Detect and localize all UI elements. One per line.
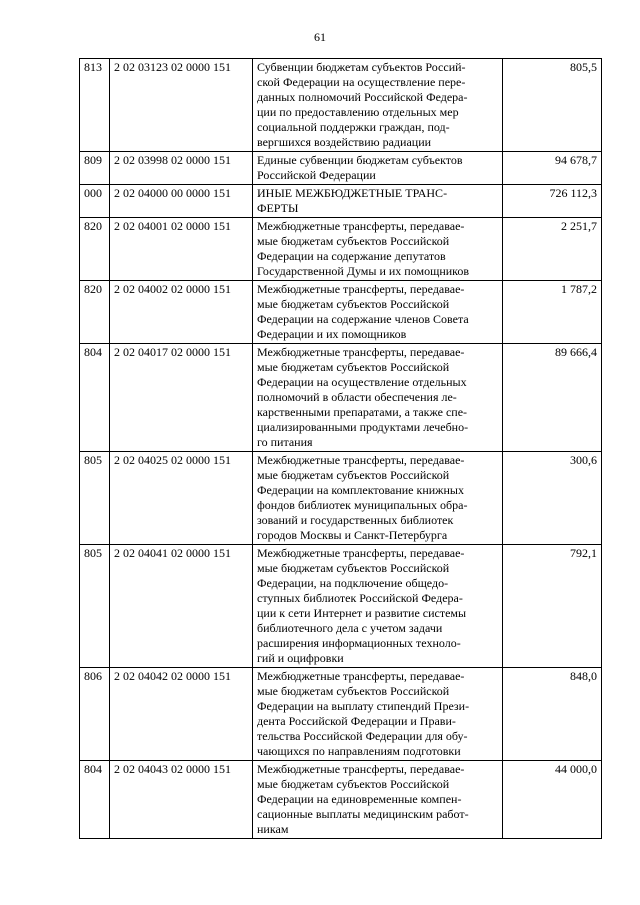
amount-cell: 848,0: [503, 668, 602, 761]
amount-cell: 2 251,7: [503, 218, 602, 281]
description-line: тельства Российской Федерации для обу-: [257, 729, 468, 743]
description-line: дента Российской Федерации и Прави-: [257, 714, 456, 728]
budget-classification-code-cell: 2 02 04042 02 0000 151: [110, 668, 253, 761]
budget-classification-code-cell: 2 02 04017 02 0000 151: [110, 344, 253, 452]
table-row: [80, 344, 602, 452]
budget-classification-code-cell: 2 02 03998 02 0000 151: [110, 152, 253, 185]
admin-code-cell: 809: [80, 152, 110, 185]
table-row: [80, 185, 602, 218]
description-cell: [253, 59, 503, 152]
description-line: Единые субвенции бюджетам субъектов: [257, 153, 463, 167]
description-line: мые бюджетам субъектов Российской: [257, 234, 450, 248]
admin-code-cell: 805: [80, 545, 110, 668]
table-row: [80, 668, 602, 761]
description-line: ции по предоставлению отдельных мер: [257, 105, 459, 119]
description-line: Федерации на осуществление отдельных: [257, 375, 467, 389]
description-line: Межбюджетные трансферты, передавае-: [257, 546, 465, 560]
amount-cell: 805,5: [503, 59, 602, 152]
description-cell: [253, 344, 503, 452]
description-line: Межбюджетные трансферты, передавае-: [257, 282, 465, 296]
description-line: Федерации, на подключение общедо-: [257, 576, 449, 590]
budget-classification-code-cell: 2 02 04041 02 0000 151: [110, 545, 253, 668]
table-row: [80, 761, 602, 839]
description-line: чающихся по направлениям подготовки: [257, 744, 461, 758]
admin-code-cell: 813: [80, 59, 110, 152]
admin-code-cell: 820: [80, 218, 110, 281]
description-line: ФЕРТЫ: [257, 201, 299, 215]
admin-code-cell: 000: [80, 185, 110, 218]
description-cell: [253, 545, 503, 668]
description-cell: [253, 281, 503, 344]
description-line: мые бюджетам субъектов Российской: [257, 468, 450, 482]
description-line: данных полномочий Российской Федера-: [257, 90, 468, 104]
description-line: мые бюджетам субъектов Российской: [257, 777, 450, 791]
budget-classification-code-cell: 2 02 04043 02 0000 151: [110, 761, 253, 839]
page-number: 61: [314, 30, 326, 44]
admin-code-cell: 820: [80, 281, 110, 344]
description-line: карственными препаратами, а также спе-: [257, 405, 468, 419]
description-line: Федерации на комплектование книжных: [257, 483, 464, 497]
table-row: [80, 545, 602, 668]
table-row: [80, 152, 602, 185]
amount-cell: 792,1: [503, 545, 602, 668]
description-line: ции к сети Интернет и развитие системы: [257, 606, 467, 620]
description-line: вергшихся воздействию радиации: [257, 135, 432, 149]
description-line: фондов библиотек муниципальных обра-: [257, 498, 468, 512]
description-line: Межбюджетные трансферты, передавае-: [257, 219, 465, 233]
amount-cell: 89 666,4: [503, 344, 602, 452]
admin-code-cell: 805: [80, 452, 110, 545]
table-row: [80, 281, 602, 344]
amount-cell: 300,6: [503, 452, 602, 545]
description-line: го питания: [257, 435, 313, 449]
description-line: мые бюджетам субъектов Российской: [257, 360, 450, 374]
amount-cell: 1 787,2: [503, 281, 602, 344]
description-line: Федерации на содержание членов Совета: [257, 312, 469, 326]
budget-classification-code-cell: 2 02 04000 00 0000 151: [110, 185, 253, 218]
description-line: расширения информационных техноло-: [257, 636, 461, 650]
budget-classification-code-cell: 2 02 04002 02 0000 151: [110, 281, 253, 344]
description-line: мые бюджетам субъектов Российской: [257, 561, 450, 575]
description-line: Российской Федерации: [257, 168, 376, 182]
description-line: мые бюджетам субъектов Российской: [257, 684, 450, 698]
admin-code-cell: 804: [80, 761, 110, 839]
amount-cell: 94 678,7: [503, 152, 602, 185]
description-line: мые бюджетам субъектов Российской: [257, 297, 450, 311]
table-row: [80, 452, 602, 545]
description-line: ИНЫЕ МЕЖБЮДЖЕТНЫЕ ТРАНС-: [257, 186, 448, 200]
admin-code-cell: 804: [80, 344, 110, 452]
description-line: Государственной Думы и их помощников: [257, 264, 470, 278]
description-line: ступных библиотек Российской Федера-: [257, 591, 463, 605]
description-line: ской Федерации на осуществление пере-: [257, 75, 466, 89]
description-line: никам: [257, 822, 289, 836]
description-line: Субвенции бюджетам субъектов Россий-: [257, 60, 466, 74]
description-cell: [253, 185, 503, 218]
description-line: Федерации на содержание депутатов: [257, 249, 446, 263]
description-cell: [253, 452, 503, 545]
description-cell: [253, 152, 503, 185]
budget-classification-code-cell: 2 02 04001 02 0000 151: [110, 218, 253, 281]
budget-classification-code-cell: 2 02 03123 02 0000 151: [110, 59, 253, 152]
description-line: Межбюджетные трансферты, передавае-: [257, 345, 465, 359]
budget-classification-code-cell: 2 02 04025 02 0000 151: [110, 452, 253, 545]
table-row: [80, 218, 602, 281]
description-line: Межбюджетные трансферты, передавае-: [257, 762, 465, 776]
description-line: полномочий в области обеспечения ле-: [257, 390, 457, 404]
description-cell: [253, 761, 503, 839]
table-row: [80, 59, 602, 152]
amount-cell: 726 112,3: [503, 185, 602, 218]
description-line: городов Москвы и Санкт-Петербурга: [257, 528, 448, 542]
description-line: циализированными продуктами лечебно-: [257, 420, 469, 434]
description-line: Федерации на единовременные компен-: [257, 792, 462, 806]
description-line: зований и государственных библиотек: [257, 513, 454, 527]
description-line: Федерации и их помощников: [257, 327, 407, 341]
description-cell: [253, 218, 503, 281]
description-line: Межбюджетные трансферты, передавае-: [257, 669, 465, 683]
description-line: гий и оцифровки: [257, 651, 344, 665]
description-line: сационные выплаты медицинским работ-: [257, 807, 469, 821]
description-line: социальной поддержки граждан, под-: [257, 120, 450, 134]
budget-table-body: [80, 59, 602, 839]
description-cell: [253, 668, 503, 761]
budget-table: [79, 58, 602, 839]
description-line: библиотечного дела с учетом задачи: [257, 621, 443, 635]
amount-cell: 44 000,0: [503, 761, 602, 839]
description-line: Федерации на выплату стипендий Прези-: [257, 699, 470, 713]
description-line: Межбюджетные трансферты, передавае-: [257, 453, 465, 467]
admin-code-cell: 806: [80, 668, 110, 761]
